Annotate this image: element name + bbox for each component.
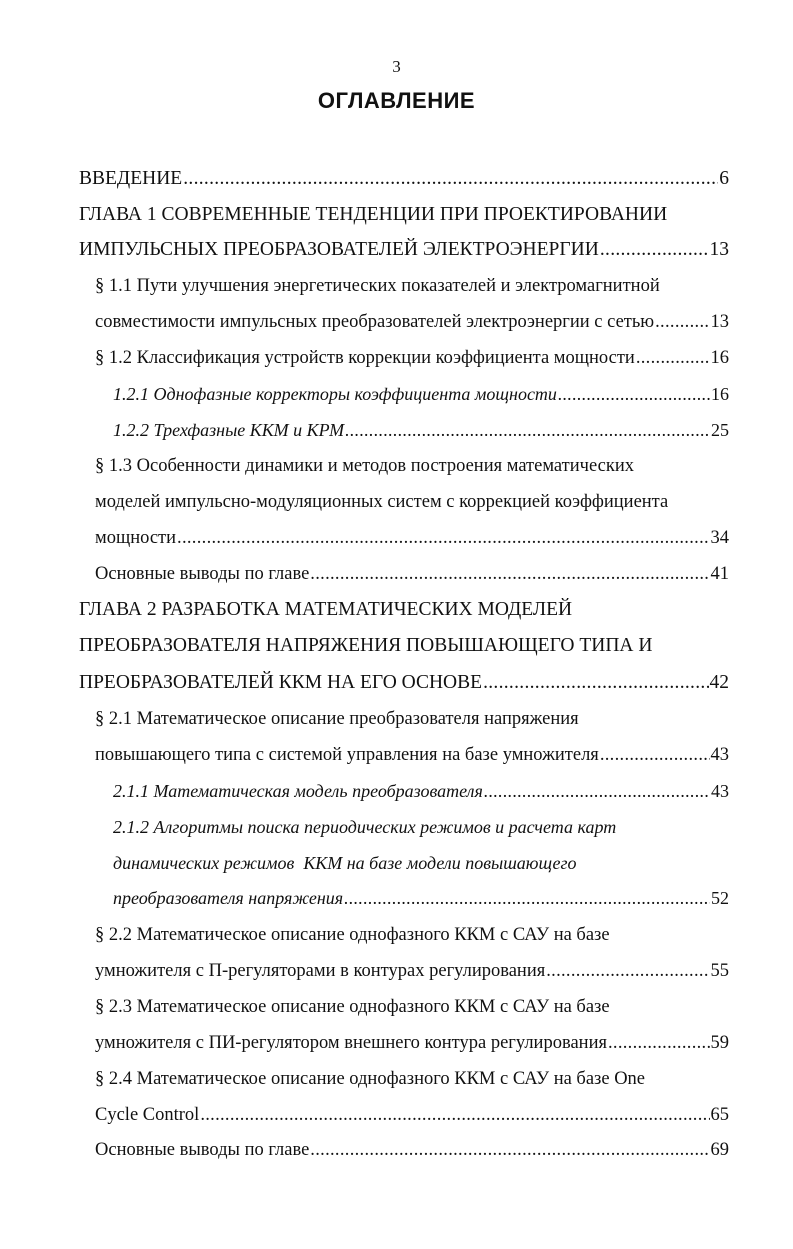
- toc-entry-section-1-3-line-2[interactable]: [95, 484, 668, 520]
- toc-entry-chapter-2-line-3[interactable]: [79, 665, 729, 701]
- toc-entry-text: § 1.2 Классификация устройств коррекции коэффициента мощности: [95, 348, 635, 368]
- toc-entry-text: повышающего типа с системой управления на базе умножителя: [95, 745, 599, 765]
- toc-leader-dots: [177, 520, 709, 556]
- toc-entry-chapter-2-line-1[interactable]: [79, 592, 572, 628]
- toc-entry-section-1-2[interactable]: [95, 340, 729, 376]
- toc-entry-text: динамических режимов ККМ на базе модели повышающего: [113, 853, 577, 873]
- page-number: 3: [392, 57, 401, 76]
- toc-entry-chapter-1-conclusions[interactable]: [95, 556, 729, 592]
- toc-entry-subsection-2-1-2-line-2[interactable]: [113, 845, 577, 881]
- toc-entry-text: § 1.3 Особенности динамики и методов построения математических: [95, 456, 634, 476]
- toc-entry-section-1-3-line-1[interactable]: [95, 448, 634, 484]
- toc-page-number: 55: [710, 961, 729, 981]
- toc-entry-text: 1.2.1 Однофазные корректоры коэффициента мощности: [113, 384, 557, 404]
- toc-entry-text: ГЛАВА 1 СОВРЕМЕННЫЕ ТЕНДЕНЦИИ ПРИ ПРОЕКТИРОВАНИИ: [79, 204, 668, 225]
- toc-leader-dots: [200, 1097, 709, 1133]
- toc-leader-dots: [655, 304, 709, 340]
- toc-leader-dots: [484, 773, 710, 809]
- toc-entry-text: 2.1.1 Математическая модель преобразователя: [113, 781, 483, 801]
- toc-entry-text: совместимости импульсных преобразователей электроэнергии с сетью: [95, 312, 655, 332]
- toc-entry-text: ВВЕДЕНИЕ: [79, 168, 183, 189]
- toc-entry-text: § 2.2 Математическое описание однофазного ККМ с САУ на базе: [95, 925, 610, 945]
- toc-entry-chapter-2-conclusions[interactable]: [95, 1132, 729, 1168]
- toc-page-number: 43: [711, 781, 729, 801]
- toc-entry-text: Основные выводы по главе: [95, 1140, 310, 1160]
- toc-entry-text: моделей импульсно-модуляционных систем с коррекцией коэффициента: [95, 492, 669, 512]
- toc-entry-section-2-3-line-1[interactable]: [95, 989, 610, 1025]
- toc-entry-text: 2.1.2 Алгоритмы поиска периодических режимов и расчета карт: [113, 817, 617, 837]
- toc-page-number: 42: [709, 672, 729, 693]
- toc-entry-subsection-1-2-2[interactable]: [113, 412, 729, 448]
- toc-page-number: 34: [710, 528, 729, 548]
- toc-entry-chapter-1-line-2[interactable]: [79, 232, 729, 268]
- toc-entry-text: 1.2.2 Трехфазные ККМ и КРМ: [113, 420, 345, 440]
- toc-page-number: 43: [710, 745, 729, 765]
- page-title: ОГЛАВЛЕНИЕ: [317, 88, 476, 113]
- toc-leader-dots: [546, 953, 709, 989]
- toc-leader-dots: [310, 1132, 709, 1168]
- toc-entry-subsection-2-1-2-line-3[interactable]: [113, 880, 729, 916]
- toc-page-number: 41: [710, 564, 729, 584]
- toc-leader-dots: [183, 161, 718, 197]
- toc-page-number: 16: [710, 348, 729, 368]
- toc-entry-text: § 2.4 Математическое описание однофазного ККМ с САУ на базе One: [95, 1069, 646, 1089]
- toc-entry-section-2-2-line-2[interactable]: [95, 953, 729, 989]
- toc-entry-text: ИМПУЛЬСНЫХ ПРЕОБРАЗОВАТЕЛЕЙ ЭЛЕКТРОЭНЕРГИИ: [79, 239, 599, 260]
- toc-page-number: 13: [709, 239, 729, 260]
- toc-entry-text: преобразователя напряжения: [113, 888, 344, 908]
- toc-entry-section-1-3-line-3[interactable]: [95, 520, 729, 556]
- toc-entry-text: ПРЕОБРАЗОВАТЕЛЕЙ ККМ НА ЕГО ОСНОВЕ: [79, 672, 483, 693]
- toc-entry-subsection-2-1-1[interactable]: [113, 773, 729, 809]
- toc-entry-text: § 1.1 Пути улучшения энергетических показателей и электромагнитной: [95, 276, 660, 296]
- toc-entry-section-2-1-line-1[interactable]: [95, 701, 579, 737]
- toc-page-number: 69: [710, 1140, 729, 1160]
- toc-page-number: 13: [710, 312, 729, 332]
- toc-page-number: 65: [710, 1105, 729, 1125]
- toc-entry-section-2-3-line-2[interactable]: [95, 1025, 729, 1061]
- toc-entry-text: Основные выводы по главе: [95, 564, 310, 584]
- toc-entry-text: ПРЕОБРАЗОВАТЕЛЯ НАПРЯЖЕНИЯ ПОВЫШАЮЩЕГО ТИПА И: [79, 635, 653, 656]
- toc-leader-dots: [636, 340, 710, 376]
- toc-entry-section-2-4-line-1[interactable]: [95, 1061, 645, 1097]
- toc-leader-dots: [345, 412, 710, 448]
- toc-entry-section-2-2-line-1[interactable]: [95, 917, 610, 953]
- toc-entry-subsection-1-2-1[interactable]: [113, 376, 729, 412]
- toc-leader-dots: [558, 376, 710, 412]
- toc-entry-text: мощности: [95, 528, 177, 548]
- toc-entry-section-2-4-line-2[interactable]: [95, 1097, 729, 1133]
- toc-leader-dots: [483, 665, 708, 701]
- toc-page-number: 52: [711, 888, 729, 908]
- toc-entry-text: Cycle Control: [95, 1105, 200, 1125]
- toc-page-number: 6: [719, 168, 729, 189]
- toc-entry-chapter-1-line-1[interactable]: [79, 197, 667, 233]
- toc-entry-introduction[interactable]: [79, 161, 729, 197]
- toc-entry-section-2-1-line-2[interactable]: [95, 737, 729, 773]
- toc-page-number: 59: [710, 1033, 729, 1053]
- toc-page-number: 16: [711, 384, 729, 404]
- toc-leader-dots: [600, 737, 710, 773]
- toc-entry-text: умножителя с ПИ-регулятором внешнего контура регулирования: [95, 1033, 607, 1053]
- toc-leader-dots: [310, 556, 709, 592]
- toc-entry-text: умножителя с П-регуляторами в контурах регулирования: [95, 961, 546, 981]
- toc-entry-subsection-2-1-2-line-1[interactable]: [113, 809, 616, 845]
- toc-leader-dots: [608, 1025, 710, 1061]
- toc-entry-text: § 2.3 Математическое описание однофазного ККМ с САУ на базе: [95, 997, 610, 1017]
- toc-page-number: 25: [711, 420, 729, 440]
- toc-entry-chapter-2-line-2[interactable]: [79, 628, 652, 664]
- toc-entry-section-1-1-line-1[interactable]: [95, 268, 660, 304]
- toc-entry-section-1-1-line-2[interactable]: [95, 304, 729, 340]
- toc-entry-text: ГЛАВА 2 РАЗРАБОТКА МАТЕМАТИЧЕСКИХ МОДЕЛЕЙ: [79, 599, 573, 620]
- toc-leader-dots: [600, 232, 709, 268]
- toc-entry-text: § 2.1 Математическое описание преобразователя напряжения: [95, 709, 579, 729]
- toc-leader-dots: [344, 880, 710, 916]
